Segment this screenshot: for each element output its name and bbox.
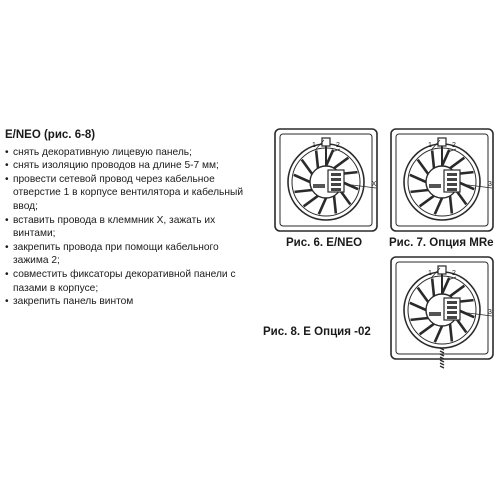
cable-segment [440,363,444,365]
cable-entry [438,138,446,146]
fan-wiring-diagram [273,127,379,233]
fan-wiring-diagram [389,255,495,369]
hub-label-plate [429,184,441,188]
fan-blade [432,279,434,297]
figure-7-caption: Рис. 7. Опция MRe [389,237,494,249]
step-item: • снять декоративную лицевую панель; [5,146,255,160]
fan-wiring-diagram [389,127,495,233]
cable-entry [322,138,330,146]
hub-label-plate [429,312,441,316]
terminal-screw [447,306,457,309]
step-item: • закрепить панель винтом [5,295,255,309]
terminal-screw [447,183,457,186]
steps-list [5,146,255,309]
terminal-screw [331,188,341,191]
step-item: • снять изоляцию проводов на длине 5-7 мм; [5,159,255,173]
fan-blade [411,190,429,192]
step-item: • вставить провода в клеммник X, зажать их винтами; [5,214,255,241]
step-item: • закрепить провода при помощи кабельного зажима 2; [5,241,255,268]
terminal-screw [447,188,457,191]
cable-segment [440,366,444,368]
fan-blade [295,190,313,192]
callout-label: 1 [428,142,432,149]
figure-8-diagram [389,255,495,369]
step-item: • совместить фиксаторы декоративной панели с пазами в корпусе; [5,268,255,295]
terminal-screw [447,178,457,181]
section-heading: E/NEO (рис. 6-8) [5,129,96,141]
figure-6-diagram [273,127,379,233]
fan-blade [334,196,336,214]
callout-label: 1 [428,270,432,277]
callout-label: 3 [488,309,492,316]
figure-6-caption: Рис. 6. E/NEO [286,237,363,249]
fan-blade [316,151,318,169]
fan-blade [411,318,429,320]
cable-entry [438,266,446,274]
fan-blade [450,196,452,214]
fan-blade [450,324,452,342]
terminal-screw [447,173,457,176]
instructions-section [5,129,255,309]
step-item: • провести сетевой провод через кабельное отверстие 1 в корпусе вентилятора и кабельный ввод; [5,173,255,214]
callout-label: X [371,181,377,188]
callout-label: 1 [312,142,316,149]
callout-label: 2 [452,142,456,149]
figure-7-diagram [389,127,495,233]
callout-label: 3 [488,181,492,188]
terminal-screw [331,178,341,181]
callout-label: 2 [452,270,456,277]
cable-segment [440,360,444,362]
terminal-screw [331,173,341,176]
terminal-screw [447,301,457,304]
terminal-screw [331,183,341,186]
terminal-screw [447,316,457,319]
terminal-screw [447,311,457,314]
hub-label-plate [313,184,325,188]
fan-blade [432,151,434,169]
callout-label: 2 [336,142,340,149]
figure-8-caption: Рис. 8. E Опция -02 [263,326,371,338]
